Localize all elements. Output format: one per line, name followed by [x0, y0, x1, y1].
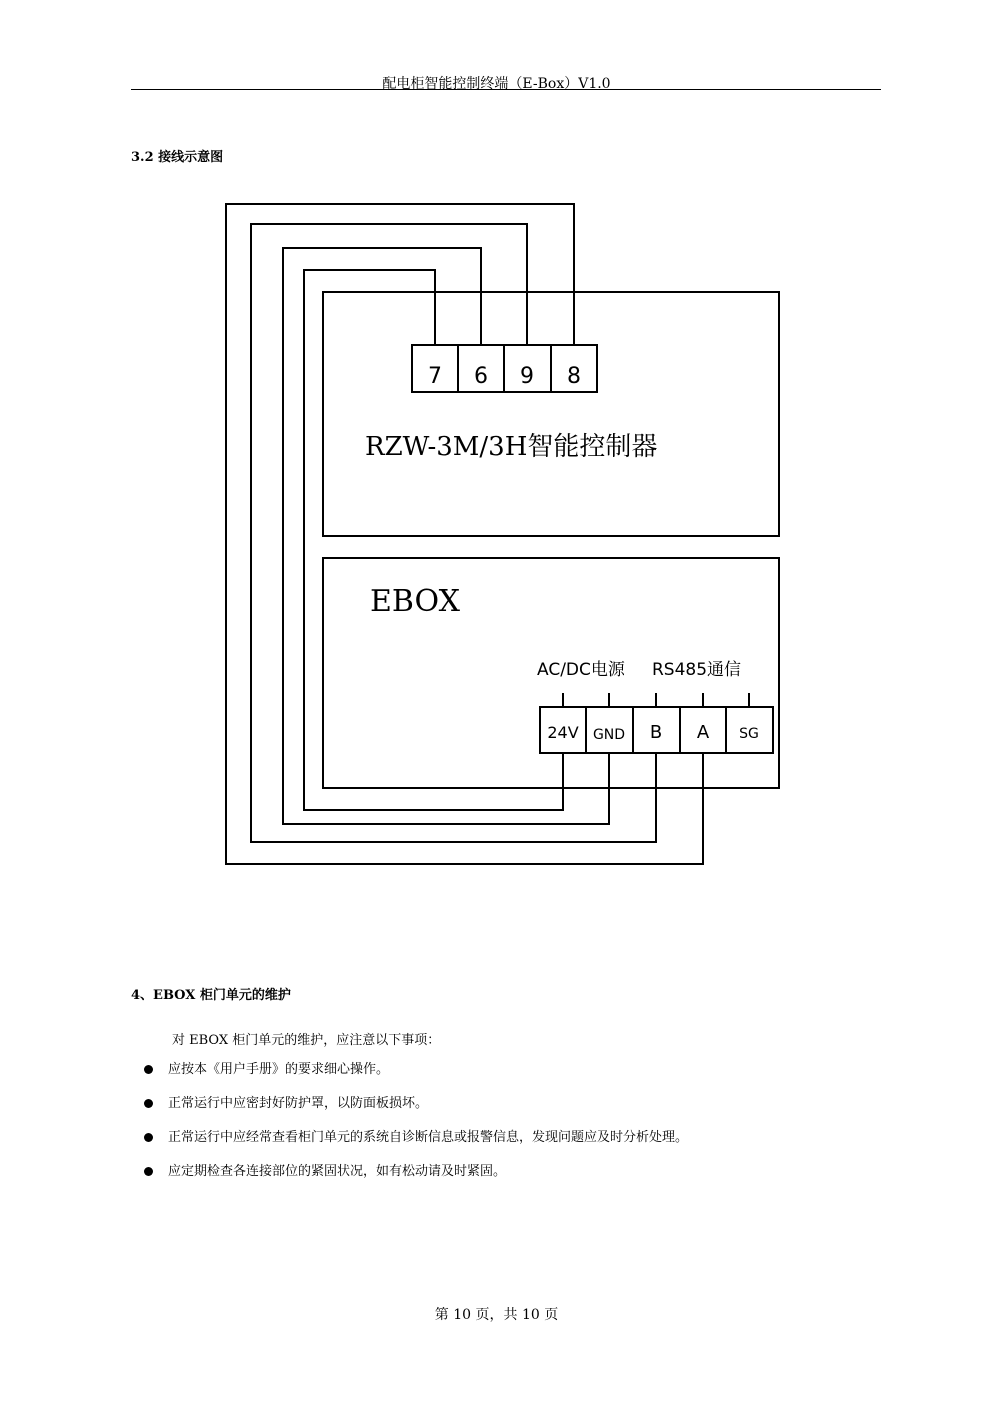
bullet-icon: [144, 1065, 153, 1074]
list-item-text: 正常运行中应密封好防护罩，以防面板损坏。: [168, 1096, 429, 1111]
controller-label: RZW-3M/3H智能控制器: [365, 432, 658, 462]
controller-terminal-label: 9: [520, 364, 534, 389]
list-item-text: 应按本《用户手册》的要求细心操作。: [168, 1062, 390, 1077]
ebox-terminal-label: 24V: [547, 723, 579, 742]
list-item-text: 正常运行中应经常查看柜门单元的系统自诊断信息或报警信息，发现问题应及时分析处理。: [168, 1130, 689, 1145]
controller-terminal-label: 7: [428, 364, 442, 389]
wire-8-to-a: [226, 204, 703, 864]
section-heading-maintenance: 4、EBOX 柜门单元的维护: [131, 988, 291, 1003]
page-footer: 第 10 页，共 10 页: [434, 1307, 559, 1323]
wire-9-to-b: [251, 224, 656, 842]
ebox-label: EBOX: [370, 584, 460, 619]
section-heading-wiring: 3.2 接线示意图: [131, 150, 224, 165]
ebox-terminal-label: B: [649, 722, 663, 743]
controller-box: [323, 292, 779, 536]
bullet-icon: [144, 1133, 153, 1142]
page-header-title: 配电柜智能控制终端（E-Box）V1.0: [382, 76, 611, 92]
ebox-terminal-label: A: [696, 722, 710, 743]
controller-terminal-label: 8: [567, 364, 581, 389]
list-item-text: 应定期检查各连接部位的紧固状况，如有松动请及时紧固。: [168, 1164, 507, 1179]
bullet-icon: [144, 1167, 153, 1176]
ebox-terminal-label: SG: [739, 726, 759, 742]
ebox-terminal-label: GND: [592, 727, 626, 743]
power-label: AC/DC电源: [537, 660, 625, 680]
comm-label: RS485通信: [652, 660, 742, 680]
maintenance-intro: 对 EBOX 柜门单元的维护，应注意以下事项：: [172, 1033, 441, 1048]
wire-7-to-24v: [304, 270, 563, 810]
bullet-icon: [144, 1099, 153, 1108]
controller-terminal-label: 6: [474, 364, 488, 389]
